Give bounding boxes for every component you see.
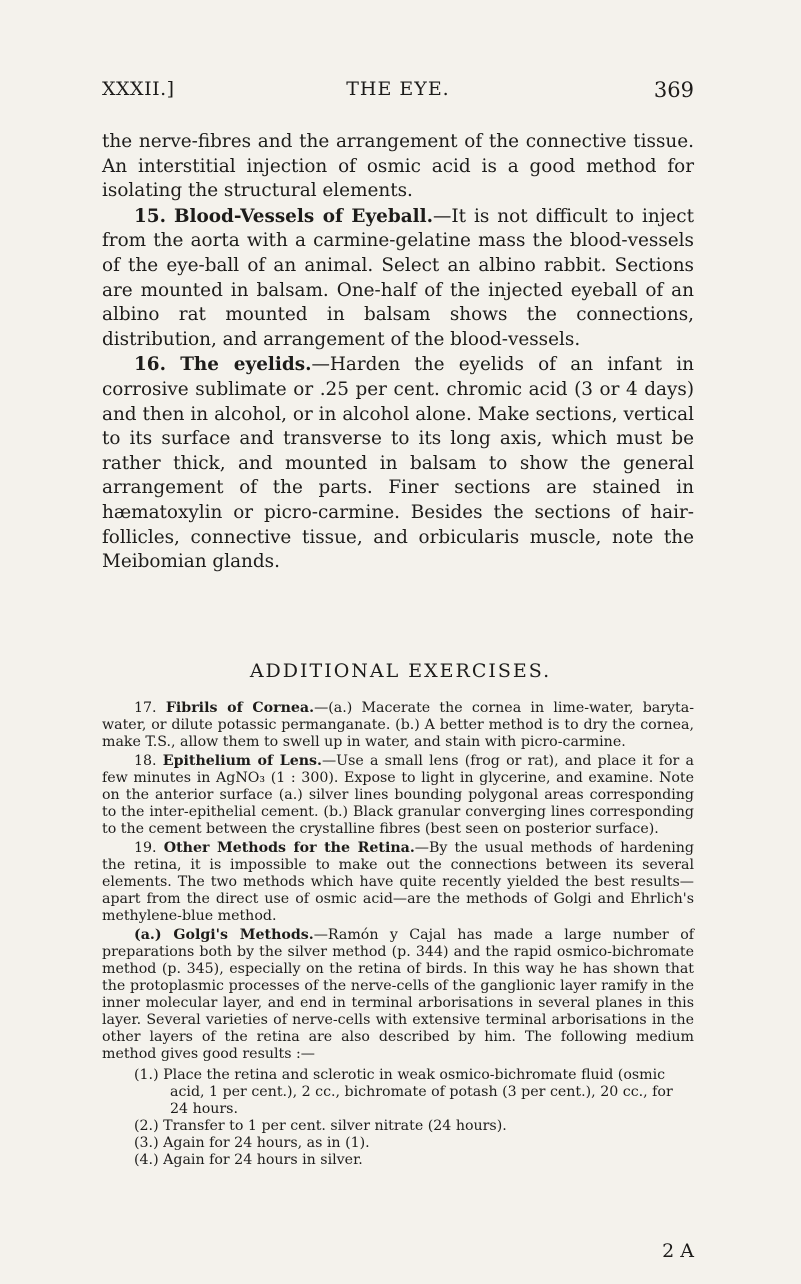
section-number: 16.	[134, 354, 166, 376]
method-step: (4.) Again for 24 hours in silver.	[134, 1152, 363, 1168]
section-heading: The eyelids.	[180, 354, 312, 376]
exercise-body: —By the usual methods of hardening the retina, it is impossible to make out the connections between its several elements. The two methods which have quite recently yielded the best results—apart from the direct use of osmic acid—are the methods of Golgi and Ehrlich's methylene-blue method.	[102, 840, 694, 924]
exercise-heading: Epithelium of Lens.	[162, 753, 322, 769]
golgi-heading: (a.) Golgi's Methods.	[134, 927, 314, 943]
method-step: (2.) Transfer to 1 per cent. silver nitrate (24 hours).	[134, 1118, 507, 1134]
exercise-body: —(a.) Macerate the cornea in lime-water, baryta-water, or dilute potassic permanganate. (b.) A better method is to dry the cornea, make T.S., allow them to swell up in water, and stain with picro-carmine.	[102, 700, 694, 750]
section-paragraph	[102, 353, 694, 574]
method-step: (1.) Place the retina and sclerotic in weak osmico-bichromate fluid (osmic acid, 1 per cent.), 2 cc., bichromate of potash (3 per cent.), 20 cc., for 24 hours.	[134, 1067, 673, 1117]
golgi-body: —Ramón y Cajal has made a large number of preparations both by the silver method (p. 344) and the rapid osmico-bichromate method (p. 345), especially on the retina of birds. In this way he has shown that the protoplasmic processes of the nerve-cells of the ganglionic layer ramify in the inner molecular layer, and end in terminal arborisations in several planes in this layer. Several varieties of nerve-cells with extensive terminal arborisations in the other layers of the retina are also described by him. The following medium method gives good results :—	[102, 927, 694, 1062]
exercise-body: —Use a small lens (frog or rat), and place it for a few minutes in AgNO₃ (1 : 300). Expose to light in glycerine, and examine. Note on the anterior surface (a.) silver lines bounding polygonal areas corresponding to the inter-epithelial cement. (b.) Black granular converging lines corresponding to the cement between the crystalline fibres (best seen on posterior surface).	[102, 753, 694, 837]
exercise-paragraph	[102, 700, 694, 751]
exercise-paragraph	[102, 840, 694, 925]
method-step: (3.) Again for 24 hours, as in (1).	[134, 1135, 370, 1151]
exercise-paragraph	[102, 753, 694, 838]
section-heading: Blood-Vessels of Eyeball.	[173, 205, 433, 227]
running-title: THE EYE.	[346, 78, 450, 100]
section-paragraph	[102, 205, 694, 353]
exercise-number: 17.	[134, 700, 157, 716]
exercises-text	[102, 700, 694, 1169]
additional-exercises-heading: ADDITIONAL EXERCISES.	[249, 660, 552, 682]
section-body: —Harden the eyelids of an infant in corrosive sublimate or .25 per cent. chromic acid (3 or 4 days) and then in alcohol, or in alcohol alone. Make sections, vertical to its surface and transverse to its long axis, which must be rather thick, and mounted in balsam to show the general arrangement of the parts. Finer sections are stained in hæmatoxylin or picro-carmine. Besides the sections of hair-follicles, connective tissue, and orbicularis muscle, note the Meibomian glands.	[102, 354, 694, 573]
exercise-number: 18.	[134, 753, 157, 769]
exercise-number: 19.	[134, 840, 157, 856]
chapter-number: XXXII.]	[102, 78, 175, 100]
main-text	[102, 130, 694, 575]
exercise-heading: Other Methods for the Retina.	[163, 840, 415, 856]
exercise-heading: Fibrils of Cornea.	[165, 700, 315, 716]
section-number: 15.	[134, 205, 166, 227]
section-body: —It is not difficult to inject from the aorta with a carmine-gelatine mass the blood-vessels of the eye-ball of an animal. Select an albino rabbit. Sections are mounted in balsam. One-half of the injected eyeball of an albino rat mounted in balsam shows the connections, distribution, and arrangement of the blood-vessels.	[102, 205, 694, 350]
signature-mark: 2 A	[662, 1240, 694, 1262]
method-steps	[102, 1067, 694, 1169]
page-number: 369	[653, 78, 694, 102]
golgi-paragraph	[102, 927, 694, 1063]
running-header	[102, 78, 694, 106]
intro-paragraph: the nerve-fibres and the arrangement of the connective tissue. An interstitial injection of osmic acid is a good method for isolating the structural elements.	[102, 131, 694, 202]
